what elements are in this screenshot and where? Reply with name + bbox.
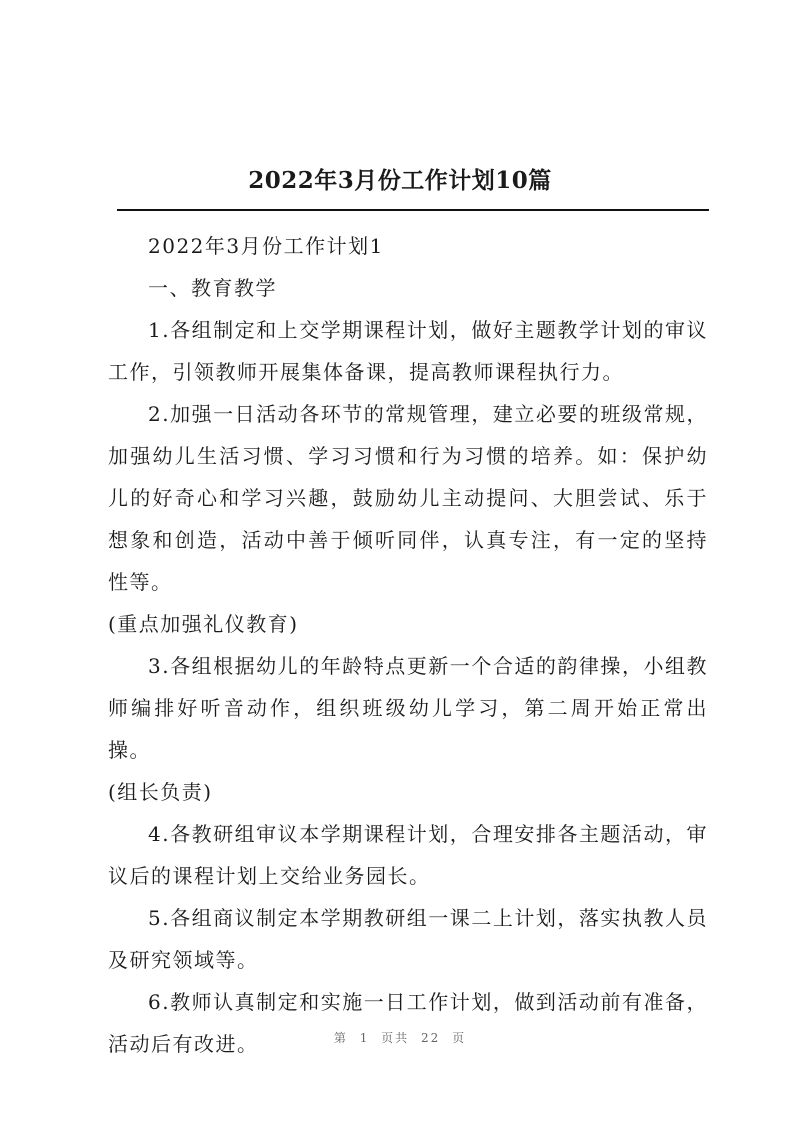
footer-middle: 页共	[381, 1031, 410, 1045]
paragraph-2: 2.加强一日活动各环节的常规管理，建立必要的班级常规，加强幼儿生活习惯、学习习惯和行为习惯的培养。如：保护幼儿的好奇心和学习兴趣，鼓励幼儿主动提问、大胆尝试、乐于想象和创造，活动中善于倾听同伴，认真专注，有一定的坚持性等。	[108, 402, 708, 594]
paragraph-5: 5.各组商议制定本学期教研组一课二上计划，落实执教人员及研究领域等。	[108, 906, 708, 972]
title-divider	[117, 209, 709, 211]
paragraph-1: 1.各组制定和上交学期课程计划，做好主题教学计划的审议工作，引领教师开展集体备课，提高教师课程执行力。	[108, 318, 708, 384]
paragraph-3: 3.各组根据幼儿的年龄特点更新一个合适的韵律操，小组教师编排好听音动作，组织班级幼儿学习，第二周开始正常出操。	[108, 654, 708, 762]
paragraph-2-note: (重点加强礼仪教育)	[108, 612, 299, 636]
total-pages: 22	[421, 1031, 441, 1045]
document-body	[108, 225, 708, 1065]
paragraph-6: 6.教师认真制定和实施一日工作计划，做到活动前有准备，活动后有改进。	[108, 990, 708, 1056]
footer-prefix: 第	[333, 1031, 348, 1045]
paragraph-4: 4.各教研组审议本学期课程计划，合理安排各主题活动，审议后的课程计划上交给业务园长。	[108, 822, 708, 888]
footer-suffix: 页	[452, 1031, 467, 1045]
document-title: 2022年3月份工作计划10篇	[248, 167, 552, 194]
page-footer	[0, 1029, 800, 1046]
paragraph-3-note: (组长负责)	[108, 780, 213, 804]
current-page-number: 1	[359, 1031, 370, 1045]
section-heading: 一、教育教学	[148, 276, 277, 300]
subtitle: 2022年3月份工作计划1	[148, 234, 384, 258]
